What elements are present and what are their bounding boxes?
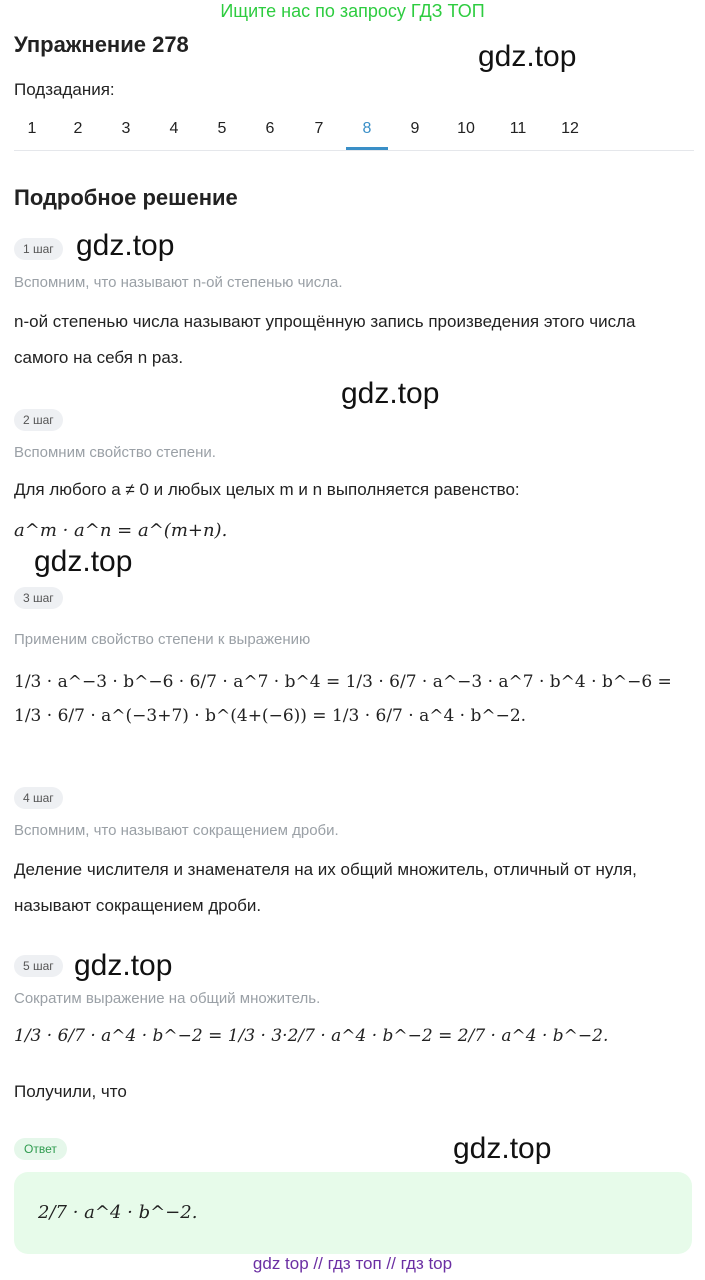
step-badge: 2 шаг: [14, 409, 63, 431]
tab-2[interactable]: 2: [73, 120, 83, 137]
subtask-tabs: [14, 112, 694, 151]
step-text: Деление числителя и знаменателя на их общий множитель, отличный от нуля, называют сокращением дроби.: [14, 860, 637, 915]
step-badge: 5 шаг: [14, 955, 63, 977]
formula-step5: 1/3 · 6/7 · a^4 · b^−2 = 1/3 · 3·2/7 · a^4 · b^−2 = 2/7 · a^4 · b^−2.: [14, 1026, 609, 1046]
result-label: Получили, что: [14, 1082, 127, 1101]
step-text: n-ой степенью числа называют упрощённую запись произведения этого числа самого на себя n раз.: [14, 312, 636, 367]
tab-8[interactable]: 8: [362, 120, 372, 137]
watermark: gdz.top: [478, 40, 577, 73]
step-text: Для любого a ≠ 0 и любых целых m и n выполняется равенство:: [14, 480, 520, 499]
active-tab-indicator: [346, 147, 388, 150]
step-badge: 3 шаг: [14, 587, 63, 609]
tab-7[interactable]: 7: [314, 120, 324, 137]
step-hint: Сократим выражение на общий множитель.: [14, 990, 321, 1007]
answer-value: 2/7 · a^4 · b^−2.: [38, 1202, 198, 1223]
section-title: Подробное решение: [14, 185, 238, 210]
watermark: gdz.top: [453, 1132, 552, 1165]
step-hint: Вспомним свойство степени.: [14, 444, 216, 461]
tab-11[interactable]: 11: [509, 120, 527, 137]
tab-3[interactable]: 3: [121, 120, 131, 137]
tab-4[interactable]: 4: [169, 120, 179, 137]
formula-power-property: a^m · a^n = a^(m+n).: [14, 520, 228, 541]
answer-box: [14, 1172, 692, 1254]
promo-banner[interactable]: Ищите нас по запросу ГДЗ ТОП: [220, 1, 485, 21]
tab-10[interactable]: 10: [457, 120, 475, 137]
watermark: gdz.top: [34, 545, 133, 578]
tab-6[interactable]: 6: [265, 120, 275, 137]
watermark: gdz.top: [341, 377, 440, 410]
step-badge: 4 шаг: [14, 787, 63, 809]
tab-12[interactable]: 12: [561, 120, 579, 137]
subtasks-label: Подзадания:: [14, 80, 115, 99]
tab-1[interactable]: 1: [27, 120, 37, 137]
tab-9[interactable]: 9: [410, 120, 420, 137]
watermark: gdz.top: [74, 949, 173, 982]
footer-links[interactable]: gdz top // гдз топ // гдз top: [252, 1254, 453, 1273]
formula-step3: 1/3 · a^−3 · b^−6 · 6/7 · a^7 · b^4 = 1/3 · 6/7 · a^−3 · a^7 · b^4 · b^−6 = 1/3 · 6/7 · a^(−3+7) · b^(4+(−6)) = 1/3 · 6/7 · a^4 · b^−2.: [14, 672, 672, 726]
page-title: Упражнение 278: [14, 32, 189, 57]
answer-badge: Ответ: [14, 1138, 67, 1160]
step-hint: Вспомним, что называют n-ой степенью числа.: [14, 274, 343, 291]
step-badge: 1 шаг: [14, 238, 63, 260]
step-hint: Вспомним, что называют сокращением дроби.: [14, 822, 339, 839]
watermark: gdz.top: [76, 229, 175, 262]
step-hint: Применим свойство степени к выражению: [14, 631, 311, 648]
tab-5[interactable]: 5: [217, 120, 227, 137]
